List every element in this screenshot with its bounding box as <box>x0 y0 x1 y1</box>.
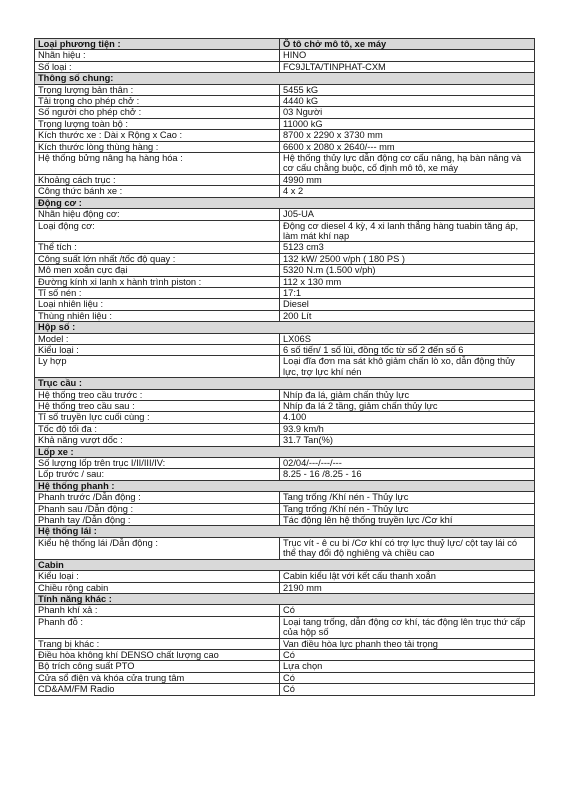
spec-value: Hệ thống thủy lực dẫn động cơ cấu nâng, hạ bàn nâng và cơ cấu chằng buộc, cố định mô tô, xe máy <box>280 153 535 175</box>
spec-label: Tỉ số truyền lực cuối cùng : <box>35 412 280 423</box>
header-value: Ô tô chở mô tô, xe máy <box>280 39 535 50</box>
spec-label: Chiều rộng cabin <box>35 582 280 593</box>
table-row <box>35 638 535 649</box>
table-row <box>35 186 535 197</box>
spec-label: Hệ thống treo cầu sau : <box>35 401 280 412</box>
table-row <box>35 84 535 95</box>
spec-value: 4440 kG <box>280 96 535 107</box>
table-row <box>35 492 535 503</box>
spec-value: Động cơ diesel 4 kỳ, 4 xi lanh thẳng hàng tuabin tăng áp, làm mát khí nạp <box>280 220 535 242</box>
spec-value: Loại đĩa đơn ma sát khô giảm chấn lò xo, dẫn động thủy lực, trợ lực khí nén <box>280 356 535 378</box>
spec-label: Ly hợp <box>35 356 280 378</box>
spec-label: Thể tích : <box>35 242 280 253</box>
spec-label: Phanh tay /Dẫn động : <box>35 515 280 526</box>
table-row <box>35 333 535 344</box>
spec-value: 5455 kG <box>280 84 535 95</box>
spec-value: 5320 N.m (1.500 v/ph) <box>280 265 535 276</box>
section-header-row <box>35 197 535 208</box>
table-row <box>35 458 535 469</box>
spec-label: Đường kính xi lanh x hành trình piston : <box>35 276 280 287</box>
header-label: Loại phương tiện : <box>35 39 280 50</box>
table-row <box>35 672 535 683</box>
spec-label: Hệ thống bửng nâng hạ hàng hóa : <box>35 153 280 175</box>
spec-label: Loại nhiên liệu : <box>35 299 280 310</box>
spec-value: Có <box>280 684 535 695</box>
table-row <box>35 310 535 321</box>
table-row <box>35 344 535 355</box>
spec-label: Thùng nhiên liệu : <box>35 310 280 321</box>
section-title: Thông số chung: <box>35 73 535 84</box>
spec-label: Tải trọng cho phép chở : <box>35 96 280 107</box>
spec-label: Kích thước xe : Dài x Rộng x Cao : <box>35 130 280 141</box>
spec-label: Công suất lớn nhất /tốc độ quay : <box>35 253 280 264</box>
table-row <box>35 649 535 660</box>
spec-label: Kích thước lòng thùng hàng : <box>35 141 280 152</box>
spec-label: Loại động cơ: <box>35 220 280 242</box>
table-row <box>35 265 535 276</box>
table-row <box>35 253 535 264</box>
spec-label: Nhãn hiệu : <box>35 50 280 61</box>
table-row <box>35 242 535 253</box>
table-row <box>35 616 535 638</box>
section-header-row <box>35 526 535 537</box>
table-row <box>35 50 535 61</box>
spec-label: Tốc độ tối đa : <box>35 423 280 434</box>
table-row <box>35 61 535 72</box>
spec-value: LX06S <box>280 333 535 344</box>
spec-table <box>34 38 535 696</box>
table-row <box>35 537 535 559</box>
spec-label: Khả năng vượt dốc : <box>35 435 280 446</box>
section-header-row <box>35 480 535 491</box>
spec-value: 112 x 130 mm <box>280 276 535 287</box>
spec-value: Loại tang trống, dẫn động cơ khí, tác động lên trục thứ cấp của hộp số <box>280 616 535 638</box>
section-title: Hộp số : <box>35 322 535 333</box>
spec-label: Số loại : <box>35 61 280 72</box>
spec-label: Phanh đỗ : <box>35 616 280 638</box>
spec-value: Có <box>280 605 535 616</box>
section-header-row <box>35 322 535 333</box>
spec-value: 4 x 2 <box>280 186 535 197</box>
table-row <box>35 174 535 185</box>
spec-value: 93.9 km/h <box>280 423 535 434</box>
spec-label: Công thức bánh xe : <box>35 186 280 197</box>
section-title: Lốp xe : <box>35 446 535 457</box>
spec-value: Nhíp đa lá 2 tầng, giảm chấn thủy lực <box>280 401 535 412</box>
table-row <box>35 220 535 242</box>
spec-value: Tang trống /Khí nén - Thủy lực <box>280 503 535 514</box>
spec-sheet <box>34 38 532 696</box>
spec-label: Hệ thống treo cầu trước : <box>35 389 280 400</box>
spec-label: Phanh sau /Dẫn động : <box>35 503 280 514</box>
spec-value: 03 Người <box>280 107 535 118</box>
table-row <box>35 515 535 526</box>
table-row <box>35 469 535 480</box>
table-row <box>35 356 535 378</box>
spec-value: 5123 cm3 <box>280 242 535 253</box>
spec-label: Trang bị khác : <box>35 638 280 649</box>
table-row <box>35 96 535 107</box>
spec-label: Cửa sổ điện và khóa cửa trung tâm <box>35 672 280 683</box>
spec-label: Model : <box>35 333 280 344</box>
section-header-row <box>35 73 535 84</box>
table-row <box>35 582 535 593</box>
spec-value: 6600 x 2080 x 2640/--- mm <box>280 141 535 152</box>
table-row <box>35 661 535 672</box>
section-header-row <box>35 378 535 389</box>
spec-value: 4.100 <box>280 412 535 423</box>
spec-value: FC9JLTA/TINPHAT-CXM <box>280 61 535 72</box>
section-title: Động cơ : <box>35 197 535 208</box>
spec-label: Trọng lượng bản thân : <box>35 84 280 95</box>
spec-value: Lựa chọn <box>280 661 535 672</box>
spec-label: Kiểu loại : <box>35 344 280 355</box>
spec-value: 8700 x 2290 x 3730 mm <box>280 130 535 141</box>
section-title: Hệ thống lái : <box>35 526 535 537</box>
spec-label: Nhãn hiệu động cơ: <box>35 209 280 220</box>
table-row <box>35 107 535 118</box>
spec-label: Số lượng lốp trên trục I/II/III/IV: <box>35 458 280 469</box>
spec-value: Van điều hòa lực phanh theo tải trọng <box>280 638 535 649</box>
table-row <box>35 605 535 616</box>
section-title: Hệ thống phanh : <box>35 480 535 491</box>
spec-value: 17:1 <box>280 287 535 298</box>
section-title: Tính năng khác : <box>35 593 535 604</box>
spec-label: Tỉ số nén : <box>35 287 280 298</box>
section-header-row <box>35 446 535 457</box>
spec-value: 6 số tiến/ 1 số lùi, đồng tốc từ số 2 đến số 6 <box>280 344 535 355</box>
spec-label: Điều hòa không khí DENSO chất lượng cao <box>35 649 280 660</box>
table-row <box>35 389 535 400</box>
spec-value: Trục vít - ê cu bi /Cơ khí có trợ lực thuỷ lực/ cột tay lái có thể thay đổi độ nghiêng và chiều cao <box>280 537 535 559</box>
table-row <box>35 435 535 446</box>
spec-label: Kiểu loại : <box>35 571 280 582</box>
table-row <box>35 401 535 412</box>
spec-label: Trọng lượng toàn bộ : <box>35 118 280 129</box>
table-row <box>35 141 535 152</box>
spec-label: Phanh trước /Dẫn động : <box>35 492 280 503</box>
spec-value: Cabin kiểu lật với kết cấu thanh xoắn <box>280 571 535 582</box>
spec-value: Có <box>280 672 535 683</box>
table-row <box>35 412 535 423</box>
spec-value: 11000 kG <box>280 118 535 129</box>
spec-value: 200 Lít <box>280 310 535 321</box>
table-row <box>35 684 535 695</box>
section-header-row <box>35 559 535 570</box>
spec-value: 132 kW/ 2500 v/ph ( 180 PS ) <box>280 253 535 264</box>
spec-label: Phanh khí xả : <box>35 605 280 616</box>
spec-value: 8.25 - 16 /8.25 - 16 <box>280 469 535 480</box>
table-header-row <box>35 39 535 50</box>
spec-label: Kiểu hệ thống lái /Dẫn động : <box>35 537 280 559</box>
table-row <box>35 423 535 434</box>
spec-value: 2190 mm <box>280 582 535 593</box>
table-row <box>35 118 535 129</box>
table-row <box>35 503 535 514</box>
spec-label: CD&AM/FM Radio <box>35 684 280 695</box>
spec-value: Có <box>280 649 535 660</box>
table-row <box>35 130 535 141</box>
spec-value: 31.7 Tan(%) <box>280 435 535 446</box>
spec-value: Nhíp đa lá, giảm chấn thủy lực <box>280 389 535 400</box>
spec-label: Bộ trích công suất PTO <box>35 661 280 672</box>
spec-label: Khoảng cách trục : <box>35 174 280 185</box>
spec-label: Mô men xoắn cực đại <box>35 265 280 276</box>
spec-value: Tác động lên hệ thống truyền lực /Cơ khí <box>280 515 535 526</box>
spec-value: 02/04/---/---/--- <box>280 458 535 469</box>
section-title: Cabin <box>35 559 535 570</box>
table-row <box>35 299 535 310</box>
spec-label: Số người cho phép chở : <box>35 107 280 118</box>
table-row <box>35 287 535 298</box>
table-row <box>35 209 535 220</box>
spec-label: Lốp trước / sau: <box>35 469 280 480</box>
spec-value: J05-UA <box>280 209 535 220</box>
section-title: Trục cầu : <box>35 378 535 389</box>
spec-value: HINO <box>280 50 535 61</box>
spec-value: Tang trống /Khí nén - Thủy lực <box>280 492 535 503</box>
table-row <box>35 153 535 175</box>
section-header-row <box>35 593 535 604</box>
table-row <box>35 571 535 582</box>
spec-value: 4990 mm <box>280 174 535 185</box>
table-row <box>35 276 535 287</box>
spec-value: Diesel <box>280 299 535 310</box>
